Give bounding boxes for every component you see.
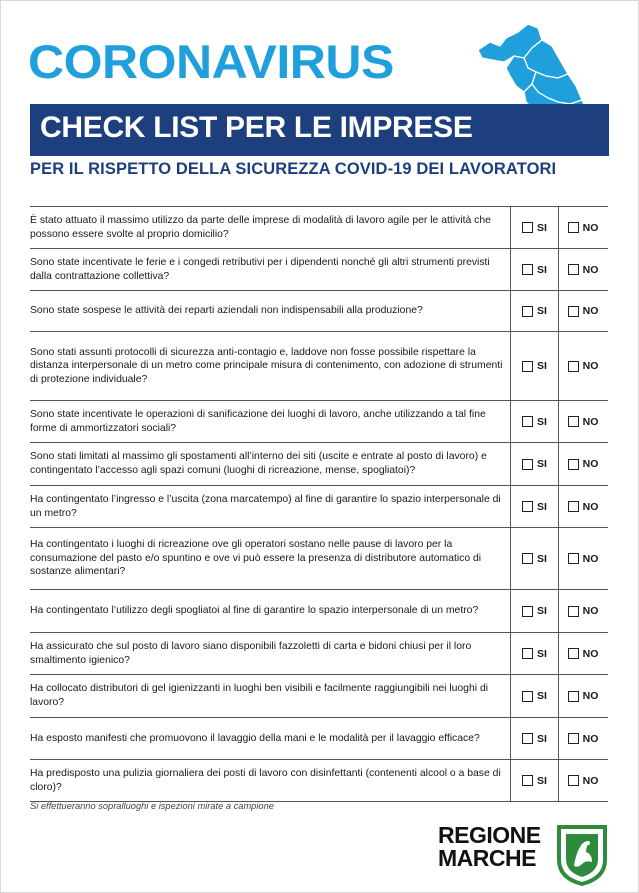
checklist-row xyxy=(30,590,608,633)
checklist-question: È stato attuato il massimo utilizzo da parte delle imprese di modalità di lavoro agile per le attività che possono essere svolte al proprio domicilio? xyxy=(30,207,511,248)
no-checkbox[interactable] xyxy=(568,501,579,512)
checklist-question: Ha esposto manifesti che promuovono il lavaggio della mani e le modalità per il lavaggio efficace? xyxy=(30,718,511,759)
yes-checkbox[interactable] xyxy=(522,306,533,317)
no-option[interactable] xyxy=(559,718,607,759)
checklist-row xyxy=(30,633,608,675)
checklist-question: Sono state incentivate le operazioni di sanificazione dei luoghi di lavoro, anche utilizzando a tal fine forme di ammortizzatori sociali? xyxy=(30,401,511,442)
checklist-row xyxy=(30,675,608,718)
no-option[interactable] xyxy=(559,633,607,674)
yes-checkbox[interactable] xyxy=(522,606,533,617)
checklist-row xyxy=(30,401,608,443)
logo-line-2: MARCHE xyxy=(438,845,536,871)
logo-wordmark xyxy=(438,824,541,870)
yes-option[interactable] xyxy=(511,718,559,759)
checklist-row xyxy=(30,332,608,401)
checklist-question: Ha predisposto una pulizia giornaliera dei posti di lavoro con disinfettanti (contenenti alcool o a base di cloro)? xyxy=(30,760,511,801)
yes-checkbox[interactable] xyxy=(522,553,533,564)
checklist-question: Sono state sospese le attività dei reparti aziendali non indispensabili alla produzione? xyxy=(30,291,511,331)
page-title: CORONAVIRUS xyxy=(28,35,394,89)
no-label: NO xyxy=(582,415,599,428)
no-label: NO xyxy=(582,500,599,513)
yes-option[interactable] xyxy=(511,633,559,674)
yes-option[interactable] xyxy=(511,249,559,290)
no-option[interactable] xyxy=(559,443,607,485)
no-label: NO xyxy=(582,263,599,276)
checklist-row xyxy=(30,528,608,590)
regione-marche-shield-icon xyxy=(556,824,608,886)
yes-label: SI xyxy=(537,500,547,513)
checklist-row xyxy=(30,249,608,291)
no-option[interactable] xyxy=(559,528,607,589)
no-label: NO xyxy=(582,360,599,372)
no-label: NO xyxy=(582,305,599,317)
footnote: Si effettueranno sopralluoghi e ispezioni mirate a campione xyxy=(30,801,274,811)
yes-option[interactable] xyxy=(511,443,559,485)
checklist-row xyxy=(30,207,608,249)
yes-label: SI xyxy=(537,415,547,428)
no-checkbox[interactable] xyxy=(568,306,579,317)
no-checkbox[interactable] xyxy=(568,775,579,786)
checklist-question: Ha contingentato i luoghi di ricreazione ove gli operatori sostano nelle pause di lavoro per la consumazione del pasto e/o spuntino e ove vi può essere la presenza di distributore automatico di sostanze alimentari? xyxy=(30,528,511,589)
no-label: NO xyxy=(582,221,599,234)
no-label: NO xyxy=(582,647,599,660)
yes-label: SI xyxy=(537,221,547,234)
yes-label: SI xyxy=(537,605,547,617)
no-option[interactable] xyxy=(559,249,607,290)
yes-label: SI xyxy=(537,774,547,787)
no-checkbox[interactable] xyxy=(568,264,579,275)
checklist-question: Ha assicurato che sul posto di lavoro siano disponibili fazzoletti di carta e bidoni chiusi per il loro smaltimento igienico? xyxy=(30,633,511,674)
checklist-question: Sono state incentivate le ferie e i congedi retributivi per i dipendenti nonché gli altri strumenti previsti dalla contrattazione collettiva? xyxy=(30,249,511,290)
page-subtitle: PER IL RISPETTO DELLA SICUREZZA COVID-19 DEI LAVORATORI xyxy=(30,160,557,178)
checklist-row xyxy=(30,760,608,802)
yes-checkbox[interactable] xyxy=(522,775,533,786)
yes-option[interactable] xyxy=(511,675,559,717)
logo-line-1: REGIONE xyxy=(438,822,541,848)
yes-checkbox[interactable] xyxy=(522,501,533,512)
checklist-question: Sono stati assunti protocolli di sicurezza anti-contagio e, laddove non fosse possibile rispettare la distanza interpersonale di un metro come principale misura di contenimento, con adozione di strumenti di protezione individuale? xyxy=(30,332,511,400)
checklist-question: Ha collocato distributori di gel igienizzanti in luoghi ben visibili e facilmente raggiungibili nei luoghi di lavoro? xyxy=(30,675,511,717)
yes-label: SI xyxy=(537,458,547,470)
yes-checkbox[interactable] xyxy=(522,416,533,427)
yes-checkbox[interactable] xyxy=(522,691,533,702)
yes-label: SI xyxy=(537,647,547,660)
checklist-row xyxy=(30,486,608,528)
no-checkbox[interactable] xyxy=(568,691,579,702)
yes-option[interactable] xyxy=(511,760,559,801)
checklist-table xyxy=(30,206,608,802)
no-checkbox[interactable] xyxy=(568,361,579,372)
no-checkbox[interactable] xyxy=(568,733,579,744)
yes-option[interactable] xyxy=(511,291,559,331)
yes-checkbox[interactable] xyxy=(522,459,533,470)
title-banner-rule xyxy=(30,154,609,156)
checklist-question: Ha contingentato l’utilizzo degli spogliatoi al fine di garantire lo spazio interpersonale di un metro? xyxy=(30,590,511,632)
no-checkbox[interactable] xyxy=(568,222,579,233)
no-checkbox[interactable] xyxy=(568,606,579,617)
no-label: NO xyxy=(582,458,599,470)
no-checkbox[interactable] xyxy=(568,416,579,427)
yes-option[interactable] xyxy=(511,590,559,632)
yes-checkbox[interactable] xyxy=(522,648,533,659)
no-label: NO xyxy=(582,732,599,745)
checklist-row xyxy=(30,443,608,486)
yes-option[interactable] xyxy=(511,207,559,248)
yes-label: SI xyxy=(537,732,547,745)
regione-marche-logo xyxy=(438,824,610,888)
no-option[interactable] xyxy=(559,760,607,801)
banner-title: CHECK LIST PER LE IMPRESE xyxy=(40,111,473,144)
checklist-row xyxy=(30,291,608,332)
no-label: NO xyxy=(582,690,599,702)
no-option[interactable] xyxy=(559,486,607,527)
no-checkbox[interactable] xyxy=(568,459,579,470)
no-checkbox[interactable] xyxy=(568,648,579,659)
yes-label: SI xyxy=(537,305,547,317)
no-option[interactable] xyxy=(559,332,607,400)
yes-option[interactable] xyxy=(511,528,559,589)
yes-label: SI xyxy=(537,690,547,702)
yes-checkbox[interactable] xyxy=(522,361,533,372)
checklist-question: Sono stati limitati al massimo gli spostamenti all’interno dei siti (uscite e entrate al posto di lavoro) e contingentato l’accesso agli spazi comuni (luoghi di ricreazione, mense, spogliatoi)? xyxy=(30,443,511,485)
yes-label: SI xyxy=(537,552,547,565)
no-label: NO xyxy=(582,605,599,617)
no-option[interactable] xyxy=(559,207,607,248)
checklist-row xyxy=(30,718,608,760)
yes-checkbox[interactable] xyxy=(522,222,533,233)
no-checkbox[interactable] xyxy=(568,553,579,564)
yes-label: SI xyxy=(537,263,547,276)
checklist-question: Ha contingentato l’ingresso e l’uscita (zona marcatempo) al fine di garantire lo spazio interpersonale di un metro? xyxy=(30,486,511,527)
yes-option[interactable] xyxy=(511,332,559,400)
no-label: NO xyxy=(582,774,599,787)
no-option[interactable] xyxy=(559,590,607,632)
yes-checkbox[interactable] xyxy=(522,264,533,275)
no-option[interactable] xyxy=(559,675,607,717)
yes-label: SI xyxy=(537,360,547,372)
no-label: NO xyxy=(582,552,599,565)
no-option[interactable] xyxy=(559,401,607,442)
no-option[interactable] xyxy=(559,291,607,331)
yes-option[interactable] xyxy=(511,401,559,442)
yes-checkbox[interactable] xyxy=(522,733,533,744)
yes-option[interactable] xyxy=(511,486,559,527)
